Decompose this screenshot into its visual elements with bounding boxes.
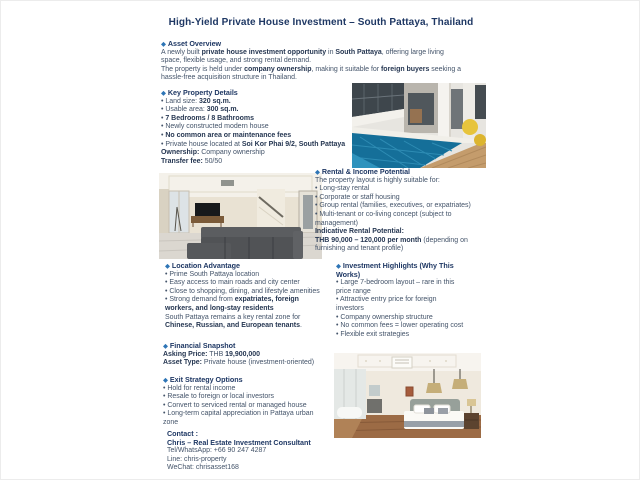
text-run: (depending on: [421, 236, 468, 244]
text-run: THB: [207, 350, 226, 358]
text-line: [163, 419, 314, 428]
section-lines: [167, 430, 311, 473]
text-line: [161, 158, 345, 167]
section-key-property-details: [161, 89, 345, 166]
text-line: [167, 439, 311, 448]
text-run: Chris – Real Estate Investment Consultant: [167, 437, 311, 447]
text-line: [336, 322, 463, 331]
text-line: [167, 447, 311, 456]
text-run: • No common fees = lower operating cost: [336, 322, 464, 330]
text-line: [163, 410, 314, 419]
text-run: Contact :: [167, 429, 198, 438]
text-line: [315, 202, 471, 211]
living-room-photo: [159, 173, 322, 259]
diamond-icon: ◆: [315, 169, 322, 176]
text-run: •: [161, 131, 166, 139]
text-run: expatriates, foreign: [234, 296, 299, 304]
text-line: [161, 66, 461, 75]
section-contact: [167, 430, 311, 473]
text-line: [161, 132, 345, 141]
text-line: [167, 464, 311, 473]
text-run: management): [315, 219, 358, 227]
text-run: • Attractive entry price for foreign: [336, 296, 437, 304]
ceiling: [334, 353, 481, 371]
text-run: • Company ownership structure: [336, 313, 433, 321]
diamond-icon: ◆: [336, 263, 343, 270]
text-run: company ownership: [244, 65, 312, 73]
text-run: • Large 7-bedroom layout – rare in this: [336, 279, 455, 287]
section-asset-overview: [161, 40, 461, 83]
text-run: Line: chris-property: [167, 455, 227, 463]
text-run: South Pattaya remains a key rental zone for: [165, 313, 301, 321]
text-run: Investment Highlights (Why This: [342, 261, 454, 270]
text-line: [161, 74, 461, 83]
sectional-sofa: [187, 227, 303, 259]
text-line: [161, 89, 345, 98]
page-title: High-Yield Private House Investment – South Pattaya, Thailand: [168, 17, 474, 28]
section-rental-income-potential: [315, 168, 471, 254]
text-run: WeChat: chrisasset168: [167, 464, 239, 472]
text-line: [315, 185, 471, 194]
text-line: [165, 279, 320, 288]
text-line: [336, 305, 463, 314]
text-run: Chinese, Russian, and European tenants: [165, 322, 300, 330]
text-run: Private house (investment-oriented): [201, 359, 315, 367]
text-run: Transfer fee:: [161, 157, 203, 165]
text-run: • Land size:: [161, 97, 199, 105]
text-run: Ownership:: [161, 149, 200, 157]
text-run: THB 90,000 – 120,000 per month: [315, 236, 422, 244]
text-run: hassle-free acquisition structure in Thailand.: [161, 74, 297, 82]
text-line: [161, 98, 345, 107]
text-run: workers, and long-stay residents: [165, 304, 274, 312]
text-run: Indicative Rental Potential:: [315, 228, 404, 236]
diamond-icon: ◆: [161, 41, 168, 48]
text-run: furnishing and tenant profile): [315, 245, 404, 253]
text-line: [336, 271, 463, 280]
text-run: • Newly constructed modern house: [161, 123, 269, 131]
text-line: [163, 342, 314, 351]
diamond-icon: ◆: [163, 377, 170, 384]
text-line: [315, 245, 471, 254]
text-line: [161, 57, 461, 66]
text-run: The property is held under: [161, 65, 245, 73]
bed: [404, 399, 464, 429]
text-run: • Strong demand from: [165, 296, 235, 304]
section-lines: [336, 262, 463, 339]
text-run: .: [300, 322, 302, 330]
text-run: Rental & Income Potential: [321, 167, 411, 176]
text-run: 50/50: [202, 157, 223, 165]
text-line: [163, 376, 314, 385]
text-run: • Flexible exit strategies: [336, 330, 410, 338]
section-exit-strategy-options: [163, 376, 314, 428]
text-line: [165, 305, 320, 314]
text-run: , making it suitable for: [311, 65, 381, 73]
bathroom-glass: [334, 369, 366, 419]
text-run: The property layout is highly suitable for:: [315, 176, 440, 184]
text-run: • Private house located at: [161, 140, 242, 148]
text-line: [336, 331, 463, 340]
text-line: [161, 106, 345, 115]
text-run: Works): [336, 269, 361, 279]
text-run: South Pattaya: [335, 48, 382, 56]
text-run: • Convert to serviced rental or managed house: [163, 401, 307, 409]
text-run: • Close to shopping, dining, and lifestyle amenities: [165, 287, 320, 295]
text-line: [161, 149, 345, 158]
section-lines: [163, 342, 314, 368]
text-line: [165, 314, 320, 323]
text-line: [315, 228, 471, 237]
pool-photo: [352, 83, 486, 168]
text-line: [336, 279, 463, 288]
text-run: investors: [336, 304, 364, 312]
text-run: • Long-stay rental: [315, 185, 370, 193]
diamond-icon: ◆: [163, 343, 170, 350]
text-line: [336, 288, 463, 297]
text-run: 300 sq.m.: [206, 106, 239, 114]
section-lines: [165, 262, 320, 331]
text-run: • Usable area:: [161, 106, 207, 114]
text-line: [165, 322, 320, 331]
text-run: Asking Price:: [163, 350, 208, 358]
text-line: [161, 141, 345, 150]
text-run: Company ownership: [199, 149, 265, 157]
text-run: A newly built: [161, 48, 202, 56]
text-run: private house investment opportunity: [201, 48, 327, 56]
text-line: [315, 220, 471, 229]
text-run: • Group rental (families, executives, or expatriates): [315, 202, 471, 210]
text-line: [163, 351, 314, 360]
section-lines: [161, 40, 461, 83]
text-line: [163, 393, 314, 402]
text-run: Asset Overview: [167, 39, 222, 48]
text-line: [336, 296, 463, 305]
text-line: [165, 271, 320, 280]
diamond-icon: ◆: [165, 263, 172, 270]
text-run: price range: [336, 287, 371, 295]
text-line: [163, 402, 314, 411]
text-run: 320 sq.m.: [199, 97, 231, 105]
text-line: [315, 177, 471, 186]
text-run: Asset Type:: [163, 359, 202, 367]
text-run: foreign buyers: [381, 65, 430, 73]
diamond-icon: ◆: [161, 90, 168, 97]
text-run: • Easy access to main roads and city center: [165, 279, 300, 287]
section-lines: [161, 89, 345, 166]
text-line: [315, 237, 471, 246]
text-run: Tel/WhatsApp: +66 90 247 4287: [167, 447, 267, 455]
section-lines: [315, 168, 471, 254]
text-run: Soi Kor Phai 9/2, South Pattaya: [241, 140, 346, 148]
text-run: • Resale to foreign or local investors: [163, 393, 275, 401]
text-line: [165, 288, 320, 297]
text-run: • Prime South Pattaya location: [165, 270, 260, 278]
text-run: Exit Strategy Options: [169, 375, 243, 384]
text-run: zone: [163, 418, 179, 426]
text-line: [165, 296, 320, 305]
text-run: 7 Bedrooms / 8 Bathrooms: [165, 114, 254, 122]
text-run: Key Property Details: [167, 88, 238, 97]
section-lines: [163, 376, 314, 428]
text-line: [161, 123, 345, 132]
text-run: • Long-term capital appreciation in Pattaya urban: [163, 410, 314, 418]
text-line: [163, 359, 314, 368]
text-run: • Multi-tenant or co-living concept (subject to: [315, 210, 452, 218]
text-run: 19,900,000: [225, 350, 260, 358]
text-line: [315, 211, 471, 220]
text-run: seeking a: [429, 65, 462, 73]
text-line: [336, 314, 463, 323]
text-run: • Hold for rental income: [163, 384, 236, 392]
vanity-and-mirror: [367, 385, 382, 413]
bedroom-photo: [334, 353, 481, 438]
section-investment-highlights: [336, 262, 463, 339]
section-financial-snapshot: [163, 342, 314, 368]
text-line: [161, 115, 345, 124]
text-line: [161, 40, 461, 49]
text-run: Location Advantage: [171, 261, 240, 270]
text-line: [315, 168, 471, 177]
text-run: in: [326, 48, 336, 56]
text-run: No common area or maintenance fees: [165, 131, 292, 139]
text-line: [167, 456, 311, 465]
text-line: [163, 385, 314, 394]
text-run: • Corporate or staff housing: [315, 193, 400, 201]
wall-art: [406, 387, 413, 396]
text-line: [161, 49, 461, 58]
text-line: [315, 194, 471, 203]
section-location-advantage: [165, 262, 320, 331]
text-line: [165, 262, 320, 271]
text-run: space, flexible usage, and strong rental demand.: [161, 57, 312, 65]
text-run: •: [161, 114, 166, 122]
text-run: Financial Snapshot: [169, 341, 236, 350]
text-run: , offering large living: [381, 48, 444, 56]
